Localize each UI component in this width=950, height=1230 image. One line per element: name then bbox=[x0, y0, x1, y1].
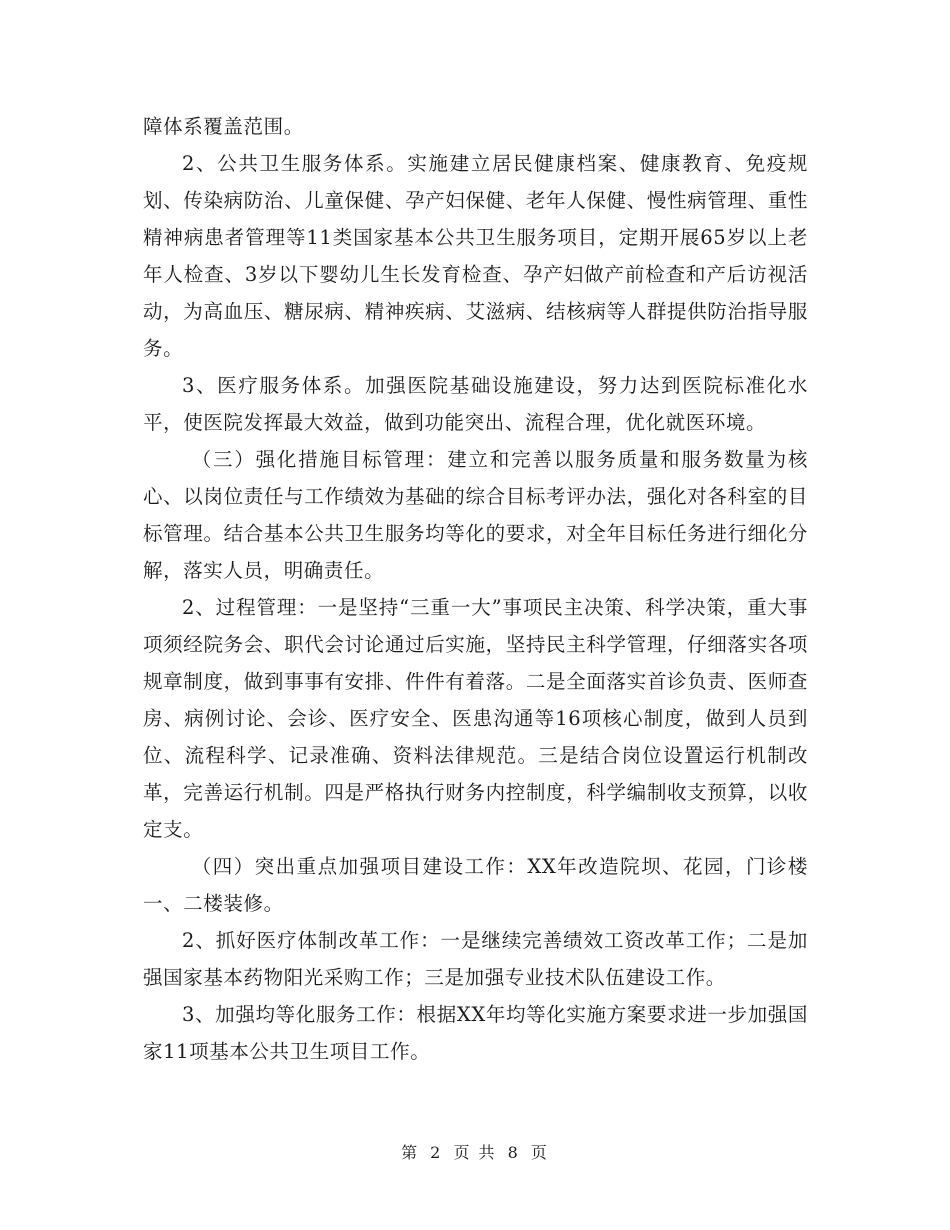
paragraph-public-health-system: 2、公共卫生服务体系。实施建立居民健康档案、健康教育、免疫规划、传染病防治、儿童保健、孕产妇保健、老年人保健、慢性病管理、重性精神病患者管理等11类国家基本公共卫生服务项目，定期开展65岁以上老年人检查、3岁以下婴幼儿生长发育检查、孕产妇做产前检查和产后访视活动，为高血压、糖尿病、精神疾病、艾滋病、结核病等人群提供防治指导服务。 bbox=[143, 152, 808, 360]
footer-prefix: 第 bbox=[401, 1143, 420, 1162]
paragraph-medical-reform: 2、抓好医疗体制改革工作：一是继续完善绩效工资改革工作；二是加强国家基本药物阳光采购工作；三是加强专业技术队伍建设工作。 bbox=[143, 929, 808, 989]
paragraph-project-construction: （四）突出重点加强项目建设工作：XX年改造院坝、花园，门诊楼一、二楼装修。 bbox=[143, 855, 808, 915]
paragraph-continuation: 障体系覆盖范围。 bbox=[143, 115, 304, 138]
footer-total-pages: 8 bbox=[507, 1143, 520, 1162]
paragraph-process-management: 2、过程管理：一是坚持“三重一大”事项民主决策、科学决策，重大事项须经院务会、职代会讨论通过后实施，坚持民主科学管理，仔细落实各项规章制度，做到事事有安排、件件有着落。二是全面落实首诊负责、医师查房、病例讨论、会诊、医疗安全、医患沟通等16项核心制度，做到人员到位、流程科学、记录准确、资料法律规范。三是结合岗位设置运行机制改革，完善运行机制。四是严格执行财务内控制度，科学编制收支预算，以收定支。 bbox=[143, 596, 808, 841]
document-body bbox=[143, 108, 808, 1070]
paragraph-target-management: （三）强化措施目标管理：建立和完善以服务质量和服务数量为核心、以岗位责任与工作绩效为基础的综合目标考评办法，强化对各科室的目标管理。结合基本公共卫生服务均等化的要求，对全年目标任务进行细化分解，落实人员，明确责任。 bbox=[143, 448, 808, 582]
paragraph-medical-service-system: 3、医疗服务体系。加强医院基础设施建设，努力达到医院标准化水平，使医院发挥最大效益，做到功能突出、流程合理，优化就医环境。 bbox=[143, 374, 808, 434]
footer-current-page: 2 bbox=[430, 1143, 443, 1162]
footer-suffix: 页 bbox=[530, 1143, 549, 1162]
page-footer bbox=[0, 1140, 950, 1163]
footer-mid: 页 共 bbox=[453, 1143, 497, 1162]
paragraph-equalization-service: 3、加强均等化服务工作：根据XX年均等化实施方案要求进一步加强国家11项基本公共卫生项目工作。 bbox=[143, 1003, 808, 1063]
